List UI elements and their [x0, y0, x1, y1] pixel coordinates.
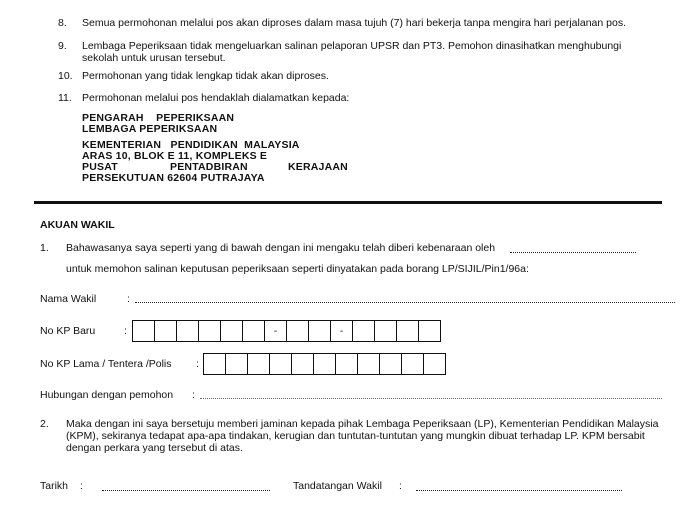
digit-box[interactable]	[374, 320, 397, 342]
item-text: Permohonan yang tidak lengkap tidak akan diproses.	[82, 70, 329, 82]
digit-box[interactable]	[308, 320, 331, 342]
kp-baru-label: No KP Baru	[40, 325, 96, 337]
address-line: KEMENTERIAN PENDIDIKAN MALAYSIA	[82, 139, 300, 151]
item-number: 2.	[40, 418, 49, 430]
digit-box[interactable]	[335, 353, 358, 375]
digit-box[interactable]	[401, 353, 424, 375]
digit-box[interactable]	[242, 320, 265, 342]
item-text: untuk memohon salinan keputusan peperiksaan seperti dinyatakan pada borang LP/SIJIL/Pin1/96a:	[66, 263, 529, 275]
colon: :	[124, 325, 127, 337]
item-number: 8.	[58, 17, 67, 29]
address-line: PUSAT	[82, 161, 118, 173]
dash: -	[339, 325, 344, 337]
tarikh-label: Tarikh	[40, 480, 69, 492]
tandatangan-field[interactable]	[416, 490, 622, 491]
kp-baru-boxes[interactable]	[132, 320, 441, 342]
digit-box[interactable]	[313, 353, 336, 375]
item-text: sekolah untuk urusan tersebut.	[82, 52, 226, 64]
item-number: 1.	[40, 242, 49, 254]
address-line: KERAJAAN	[288, 161, 348, 173]
nama-wakil-field[interactable]	[135, 302, 675, 303]
digit-box[interactable]	[154, 320, 177, 342]
dash-box	[330, 320, 353, 342]
dash: -	[273, 325, 278, 337]
item-number: 11.	[58, 92, 72, 104]
digit-box[interactable]	[291, 353, 314, 375]
item-text: (KPM), sekiranya tedapat apa-apa tindakan, kerugian dan tuntutan-tuntutan yang mungkin dibuat terhadap LP. KPM bersabit	[66, 430, 645, 442]
address-line: PENTADBIRAN	[170, 161, 248, 173]
item-text: Semua permohonan melalui pos akan diproses dalam masa tujuh (7) hari bekerja tanpa mengira hari perjalanan pos.	[82, 17, 626, 29]
item-text: Bahawasanya saya seperti yang di bawah dengan ini mengaku telah diberi kebenaraan oleh	[66, 242, 496, 254]
digit-box[interactable]	[176, 320, 199, 342]
tandatangan-label: Tandatangan Wakil	[293, 480, 382, 492]
dash-box	[264, 320, 287, 342]
colon: :	[196, 358, 199, 370]
colon: :	[192, 389, 195, 401]
digit-box[interactable]	[379, 353, 402, 375]
tarikh-field[interactable]	[102, 490, 270, 491]
item-text: Permohonan melalui pos hendaklah dialamatkan kepada:	[82, 92, 350, 104]
item-number: 10.	[58, 70, 73, 82]
digit-box[interactable]	[269, 353, 292, 375]
digit-box[interactable]	[418, 320, 441, 342]
kp-lama-boxes[interactable]	[203, 353, 446, 375]
colon: :	[80, 480, 83, 492]
address-line: LEMBAGA PEPERIKSAAN	[82, 123, 218, 135]
digit-box[interactable]	[220, 320, 243, 342]
item-text: dengan perkara yang tersebut di atas.	[66, 442, 243, 454]
hubungan-field[interactable]	[200, 398, 662, 399]
digit-box[interactable]	[198, 320, 221, 342]
digit-box[interactable]	[286, 320, 309, 342]
item-number: 9.	[58, 40, 67, 52]
kp-lama-label: No KP Lama / Tentera /Polis	[40, 358, 172, 370]
grantor-name-field[interactable]	[510, 252, 636, 253]
digit-box[interactable]	[132, 320, 155, 342]
digit-box[interactable]	[203, 353, 226, 375]
digit-box[interactable]	[357, 353, 380, 375]
section-title: AKUAN WAKIL	[40, 219, 115, 231]
item-text: Maka dengan ini saya bersetuju memberi jaminan kepada pihak Lembaga Peperiksaan (LP), Kementerian Pendidikan Malaysia	[66, 418, 659, 430]
digit-box[interactable]	[225, 353, 248, 375]
section-divider	[34, 201, 662, 204]
item-text: Lembaga Peperiksaan tidak mengeluarkan salinan pelaporan UPSR dan PT3. Pemohon dinasihatkan menghubungi	[82, 40, 622, 52]
digit-box[interactable]	[396, 320, 419, 342]
colon: :	[399, 480, 402, 492]
address-line: ARAS 10, BLOK E 11, KOMPLEKS E	[82, 150, 268, 162]
colon: :	[127, 293, 130, 305]
nama-wakil-label: Nama Wakil	[40, 293, 97, 305]
digit-box[interactable]	[423, 353, 446, 375]
digit-box[interactable]	[352, 320, 375, 342]
address-line: PENGARAH PEPERIKSAAN	[82, 112, 235, 124]
address-line: PERSEKUTUAN 62604 PUTRAJAYA	[82, 172, 265, 184]
hubungan-label: Hubungan dengan pemohon	[40, 389, 174, 401]
digit-box[interactable]	[247, 353, 270, 375]
